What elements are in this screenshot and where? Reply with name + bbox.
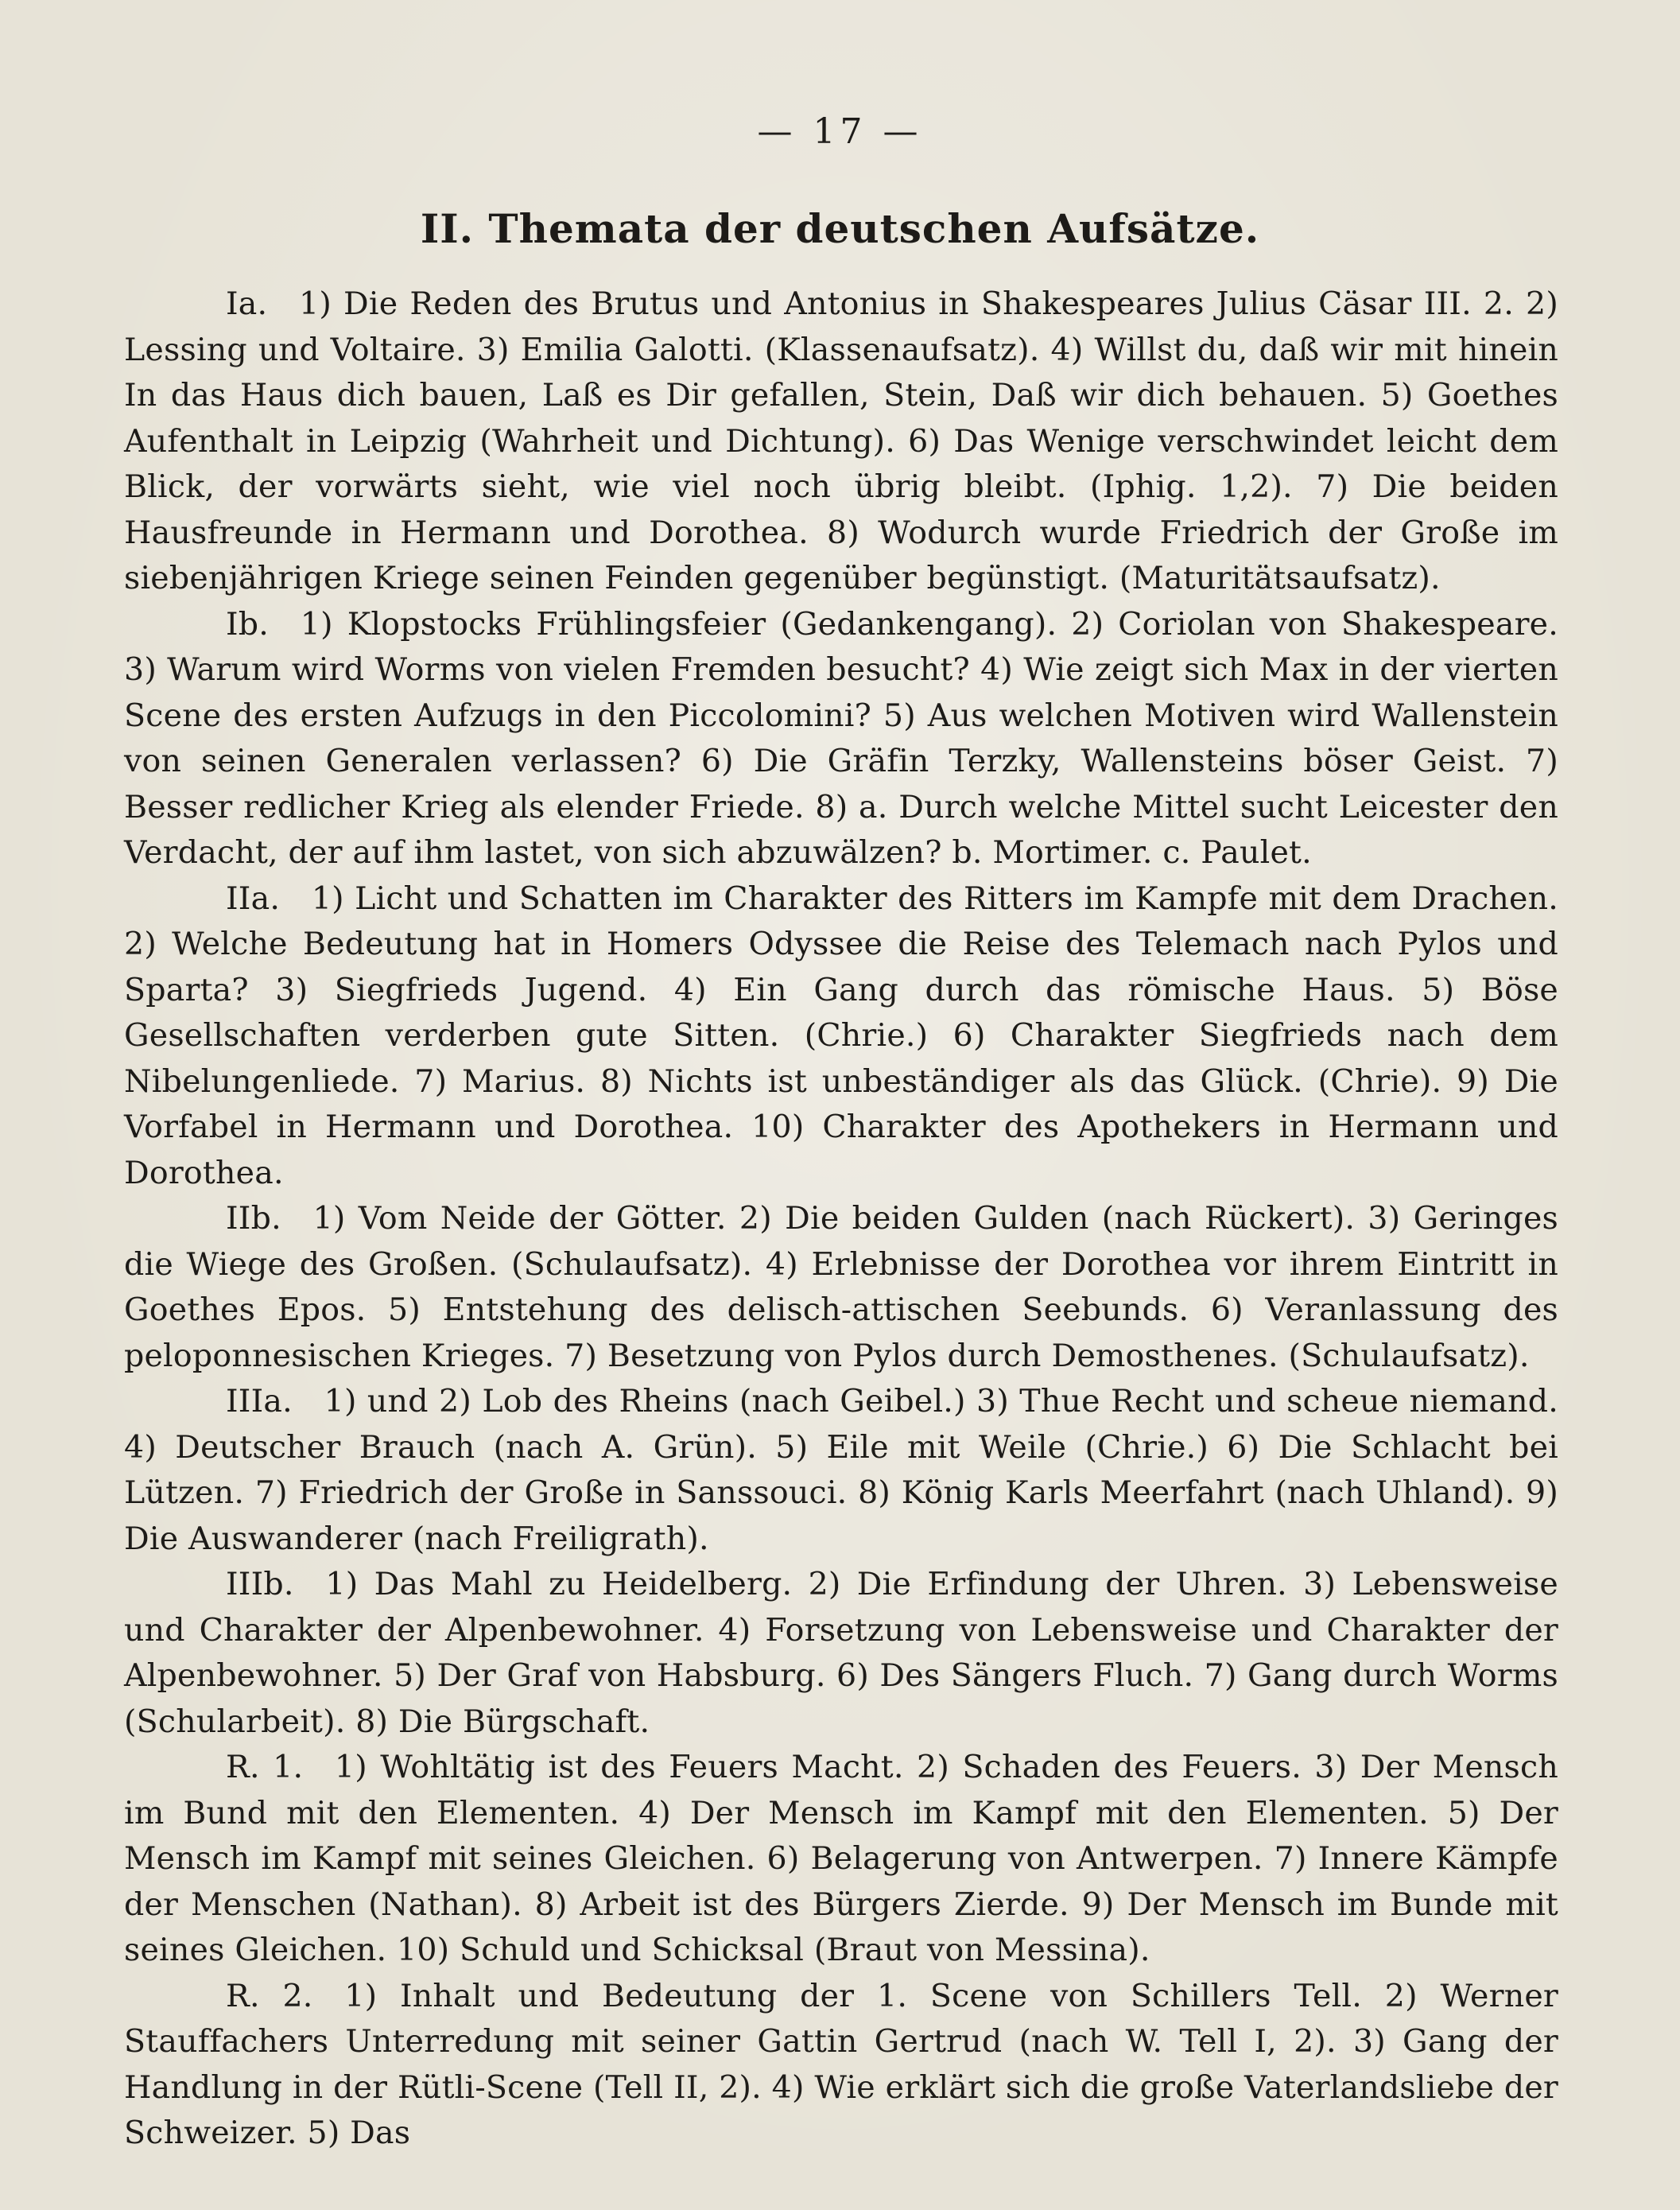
paragraph-text: 1) Inhalt und Bedeutung der 1. Scene von Schillers Tell. 2) Werner Stauffachers Unterredung mit seiner Gattin Gertrud (nach W. Tell I, 2). 3) Gang der Handlung in der Rütli-Scene (Tell II, 2). 4) Wie erklärt sich die große Vaterlandsliebe der Schweizer. 5) Das: [124, 1977, 1559, 2151]
class-label: IIb.: [226, 1200, 281, 1237]
class-label: Ib.: [226, 605, 270, 643]
paragraph-ia: [124, 282, 1558, 602]
class-label: IIIa.: [226, 1383, 293, 1420]
paragraph-text: 1) Licht und Schatten im Charakter des Ritters im Kampfe mit dem Drachen. 2) Welche Bedeutung hat in Homers Odyssee die Reise des Telemach nach Pylos und Sparta? 3) Siegfrieds Jugend. 4) Ein Gang durch das römische Haus. 5) Böse Gesellschaften verderben gute Sitten. (Chrie.) 6) Charakter Siegfrieds nach dem Nibelungenliede. 7) Marius. 8) Nichts ist unbeständiger als das Glück. (Chrie). 9) Die Vorfabel in Hermann und Dorothea. 10) Charakter des Apothekers in Hermann und Dorothea.: [124, 880, 1558, 1191]
text-body: [124, 282, 1559, 2151]
paragraph-r1: [124, 1745, 1558, 1974]
paragraph-iiib: [124, 1562, 1558, 1745]
class-label: Ia.: [226, 285, 268, 322]
paragraph-iia: [124, 876, 1558, 1197]
class-label: R. 1.: [226, 1749, 304, 1785]
class-label: IIIb.: [226, 1566, 294, 1602]
paragraph-text: 1) Vom Neide der Götter. 2) Die beiden Gulden (nach Rückert). 3) Geringes die Wiege des Großen. (Schulaufsatz). 4) Erlebnisse der Dorothea vor ihrem Eintritt in Goethes Epos. 5) Entstehung des delisch-attischen Seebunds. 6) Veranlassung des peloponnesischen Krieges. 7) Besetzung von Pylos durch Demosthenes. (Schulaufsatz).: [124, 1200, 1558, 1374]
class-label: IIa.: [226, 880, 281, 917]
paragraph-text: 1) Die Reden des Brutus und Antonius in Shakespeares Julius Cäsar III. 2. 2) Lessing und Voltaire. 3) Emilia Galotti. (Klassenaufsatz). 4) Willst du, daß wir mit hinein In das Haus dich bauen, Laß es Dir gefallen, Stein, Daß wir dich behauen. 5) Goethes Aufenthalt in Leipzig (Wahrheit und Dichtung). 6) Das Wenige verschwindet leicht dem Blick, der vorwärts sieht, wie viel noch übrig bleibt. (Iphig. 1,2). 7) Die beiden Hausfreunde in Hermann und Dorothea. 8) Wodurch wurde Friedrich der Große im siebenjährigen Kriege seinen Feinden gegenüber begünstigt. (Maturitätsaufsatz).: [124, 285, 1558, 596]
paragraph-text: 1) Das Mahl zu Heidelberg. 2) Die Erfindung der Uhren. 3) Lebensweise und Charakter der Alpenbewohner. 4) Forsetzung von Lebensweise und Charakter der Alpenbewohner. 5) Der Graf von Habsburg. 6) Des Sängers Fluch. 7) Gang durch Worms (Schularbeit). 8) Die Bürgschaft.: [124, 1566, 1558, 1740]
paragraph-text: 1) Klopstocks Frühlingsfeier (Gedankengang). 2) Coriolan von Shakespeare. 3) Warum wird Worms von vielen Fremden besucht? 4) Wie zeigt sich Max in der vierten Scene des ersten Aufzugs in den Piccolomini? 5) Aus welchen Motiven wird Wallenstein von seinen Generalen verlassen? 6) Die Gräfin Terzky, Wallensteins böser Geist. 7) Besser redlicher Krieg als elender Friede. 8) a. Durch welche Mittel sucht Leicester den Verdacht, der auf ihm lastet, von sich abzuwälzen? b. Mortimer. c. Paulet.: [124, 605, 1558, 871]
paragraph-ib: [124, 602, 1558, 876]
page-number: — 17 —: [757, 111, 923, 152]
section-heading: II. Themata der deutschen Aufsätze.: [420, 205, 1260, 252]
class-label: R. 2.: [226, 1977, 313, 2014]
paragraph-iiia: [124, 1379, 1558, 1562]
paragraph-r2: [124, 1974, 1558, 2157]
paragraph-iib: [124, 1196, 1558, 1379]
paragraph-text: 1) und 2) Lob des Rheins (nach Geibel.) 3) Thue Recht und scheue niemand. 4) Deutscher Brauch (nach A. Grün). 5) Eile mit Weile (Chrie.) 6) Die Schlacht bei Lützen. 7) Friedrich der Große in Sanssouci. 8) König Karls Meerfahrt (nach Uhland). 9) Die Auswanderer (nach Freiligrath).: [124, 1383, 1558, 1557]
paragraph-text: 1) Wohltätig ist des Feuers Macht. 2) Schaden des Feuers. 3) Der Mensch im Bund mit den Elementen. 4) Der Mensch im Kampf mit den Elementen. 5) Der Mensch im Kampf mit seines Gleichen. 6) Belagerung von Antwerpen. 7) Innere Kämpfe der Menschen (Nathan). 8) Arbeit ist des Bürgers Zierde. 9) Der Mensch im Bunde mit seines Gleichen. 10) Schuld und Schicksal (Braut von Messina).: [124, 1749, 1558, 1968]
